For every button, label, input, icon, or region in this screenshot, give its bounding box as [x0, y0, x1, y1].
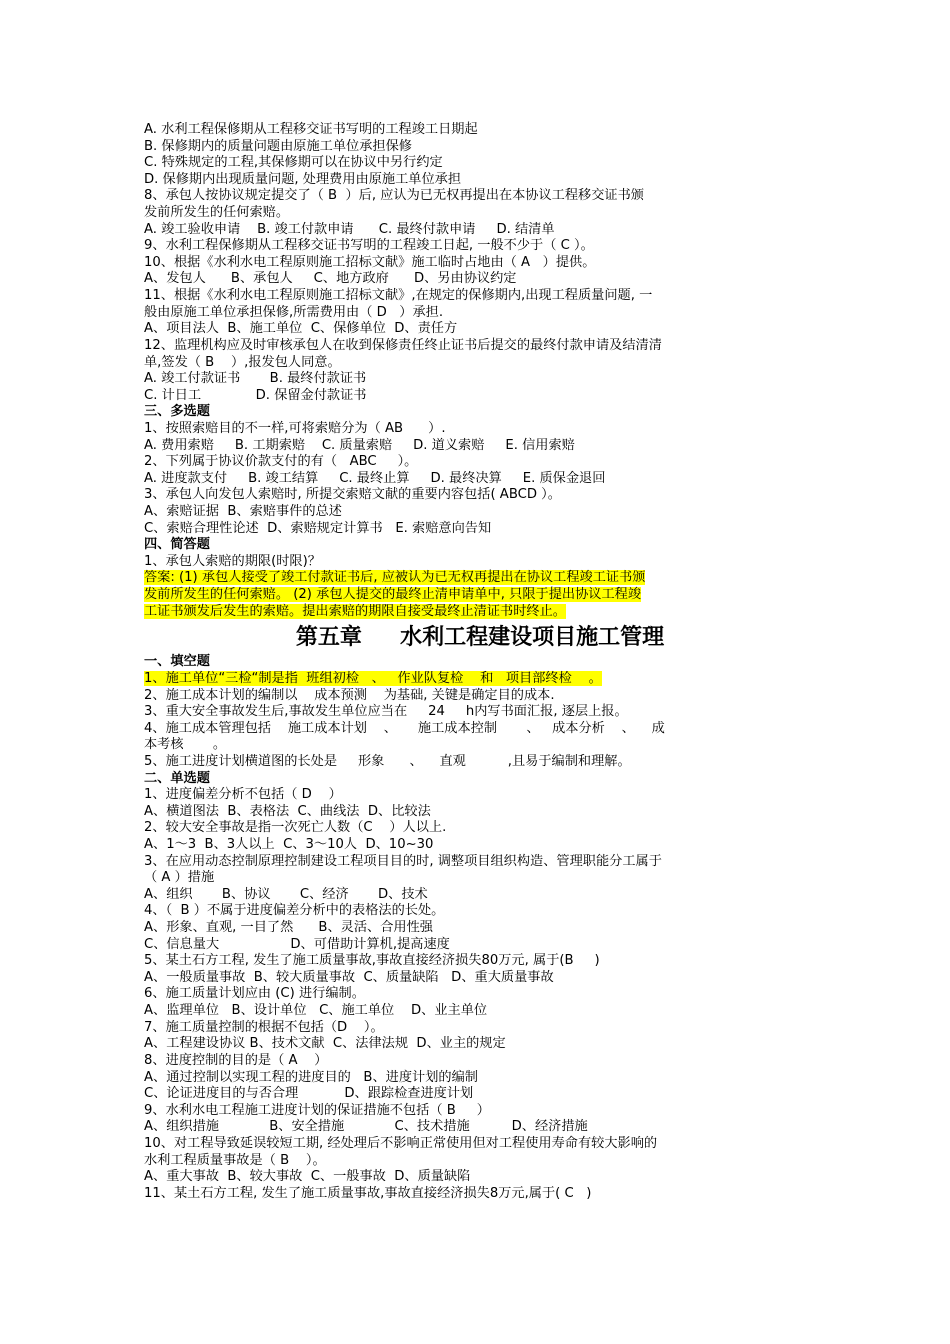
text-line: D. 保修期内出现质量问题, 处理费用由原施工单位承担: [144, 171, 462, 187]
answer-line: [144, 570, 816, 587]
highlighted-answer: 工证书颁发后发生的索赔。提出索赔的期限自接受最终止清证书时终止。: [144, 603, 566, 619]
highlighted-answer: 答案: (1) 承包人接受了竣工付款证书后, 应被认为已无权再提出在协议工程竣工证书颁: [144, 570, 646, 586]
section-heading: 二、单选题: [144, 770, 210, 786]
highlighted-fill-question: 1、施工单位“三检“制是指 班组初检 、 作业队复检 和 项目部终检 。: [144, 670, 602, 686]
text-line: A. 进度款支付 B. 竣工结算 C. 最终止算 D. 最终决算 E. 质保金退回: [144, 470, 606, 486]
text-line: C、索赔合理性论述 D、索赔规定计算书 E. 索赔意向告知: [144, 520, 492, 536]
text-line: 2、下列属于协议价款支付的有（ ABC ）。: [144, 454, 418, 470]
text-line: A. 费用索赔 B. 工期索赔 C. 质量索赔 D. 道义索赔 E. 信用索赔: [144, 437, 575, 453]
text-line: 10、对工程导致延误较短工期, 经处理后不影响正常使用但对工程使用寿命有较大影响的: [144, 1135, 658, 1151]
document-body: [144, 122, 816, 1202]
text-line: 般由原施工单位承担保修,所需费用由（ D ）承担.: [144, 304, 444, 320]
text-line: A、工程建设协议 B、技术文献 C、法律法规 D、业主的规定: [144, 1036, 506, 1052]
text-line: 4、（ B ）不属于进度偏差分析中的表格法的长处。: [144, 903, 445, 919]
text-line: A. 竣工付款证书 B. 最终付款证书: [144, 371, 367, 387]
text-line: [144, 671, 816, 688]
highlighted-answer: 发前所发生的任何索赔。 (2) 承包人提交的最终止清申请单中, 只限于提出协议工程竣: [144, 587, 642, 603]
text-line: A、组织措施 B、安全措施 C、技术措施 D、经济措施: [144, 1119, 588, 1135]
text-line: A、索赔证据 B、索赔事件的总述: [144, 504, 342, 520]
text-line: C. 特殊规定的工程,其保修期可以在协议中另行约定: [144, 155, 443, 171]
text-line: 5、某土石方工程, 发生了施工质量事故,事故直接经济损失80万元, 属于(B ): [144, 953, 600, 969]
text-line: 12、监理机构应及时审核承包人在收到保修责任终止证书后提交的最终付款申请及结清清: [144, 337, 662, 353]
text-line: 3、在应用动态控制原理控制建设工程项目目的时, 调整项目组织构造、管理职能分工属于: [144, 853, 662, 869]
text-line: 单,签发（ B ）,报发包人同意。: [144, 354, 341, 370]
text-line: 8、承包人按协议规定提交了（ B ）后, 应认为已无权再提出在本协议工程移交证书颁: [144, 188, 644, 204]
text-line: 10、根据《水利水电工程原则施工招标文献》施工临时占地由（ A ）提供。: [144, 254, 596, 270]
text-line: A、1～3 B、3人以上 C、3～10人 D、10~30: [144, 836, 434, 852]
text-line: 11、某土石方工程, 发生了施工质量事故,事故直接经济损失8万元,属于( C ): [144, 1185, 592, 1201]
text-line: A、组织 B、协议 C、经济 D、技术: [144, 886, 428, 902]
text-line: 9、水利水电工程施工进度计划的保证措施不包括（ B ）: [144, 1102, 490, 1118]
chapter-title: 第五章 水利工程建设项目施工管理: [295, 624, 665, 651]
text-line: A、通过控制以实现工程的进度目的 B、进度计划的编制: [144, 1069, 478, 1085]
text-line: A、一般质量事故 B、较大质量事故 C、质量缺陷 D、重大质量事故: [144, 969, 554, 985]
text-line: A、发包人 B、承包人 C、地方政府 D、另由协议约定: [144, 271, 517, 287]
text-line: C. 计日工 D. 保留金付款证书: [144, 387, 367, 403]
text-line: A. 水利工程保修期从工程移交证书写明的工程竣工日期起: [144, 122, 478, 137]
section-heading: 三、多选题: [144, 404, 210, 420]
section-heading: 一、填空题: [144, 654, 210, 670]
text-line: B. 保修期内的质量问题由原施工单位承担保修: [144, 138, 412, 154]
text-line: 发前所发生的任何索赔。: [144, 205, 290, 221]
answer-line: [144, 587, 816, 604]
text-line: A、重大事故 B、较大事故 C、一般事故 D、质量缺陷: [144, 1169, 471, 1185]
answer-line: [144, 604, 816, 621]
text-line: 5、施工进度计划横道图的长处是 形象 、 直观 ,且易于编制和理解。: [144, 753, 631, 769]
text-line: 11、根据《水利水电工程原则施工招标文献》,在规定的保修期内,出现工程质量问题, 一: [144, 288, 653, 304]
text-line: 6、施工质量计划应由 (C) 进行编制。: [144, 986, 365, 1002]
text-line: 4、施工成本管理包括 施工成本计划 、 施工成本控制 、 成本分析 、 成: [144, 720, 665, 736]
text-line: （ A ）措施: [144, 870, 215, 886]
text-line: C、信息量大 D、可借助计算机,提高速度: [144, 936, 450, 952]
text-line: 8、进度控制的目的是（ A ）: [144, 1052, 328, 1068]
text-line: 2、施工成本计划的编制以 成本预测 为基础, 关键是确定目的成本.: [144, 687, 555, 703]
text-line: 1、进度偏差分析不包括（ D ）: [144, 787, 342, 803]
text-line: 水利工程质量事故是（ B ）。: [144, 1152, 326, 1168]
text-line: 3、承包人向发包人索赔时, 所提交索赔文献的重要内容包括( ABCD ）。: [144, 487, 561, 503]
text-line: C、论证进度目的与否合理 D、跟踪检查进度计划: [144, 1086, 474, 1102]
text-line: 7、施工质量控制的根据不包括（D ）。: [144, 1019, 384, 1035]
text-line: A、形象、直观, 一目了然 B、灵活、合用性强: [144, 920, 433, 936]
text-line: A、监理单位 B、设计单位 C、施工单位 D、业主单位: [144, 1003, 488, 1019]
text-line: A、项目法人 B、施工单位 C、保修单位 D、责任方: [144, 321, 458, 337]
text-line: 1、按照索赔目的不一样,可将索赔分为（ AB ）.: [144, 420, 446, 436]
text-line: 1、承包人索赔的期限(时限)？: [144, 553, 321, 569]
text-line: 3、重大安全事故发生后,事故发生单位应当在 24 h内写书面汇报, 逐层上报。: [144, 704, 628, 720]
text-line: 9、水利工程保修期从工程移交证书写明的工程竣工日起, 一般不少于（ C ）。: [144, 238, 594, 254]
section-heading: 四、简答题: [144, 537, 210, 553]
text-line: 2、较大安全事故是指一次死亡人数（C ）人以上.: [144, 820, 447, 836]
text-line: A、横道图法 B、表格法 C、曲线法 D、比较法: [144, 803, 431, 819]
text-line: 本考核 。: [144, 737, 227, 753]
text-line: A. 竣工验收申请 B. 竣工付款申请 C. 最终付款申请 D. 结清单: [144, 221, 555, 237]
